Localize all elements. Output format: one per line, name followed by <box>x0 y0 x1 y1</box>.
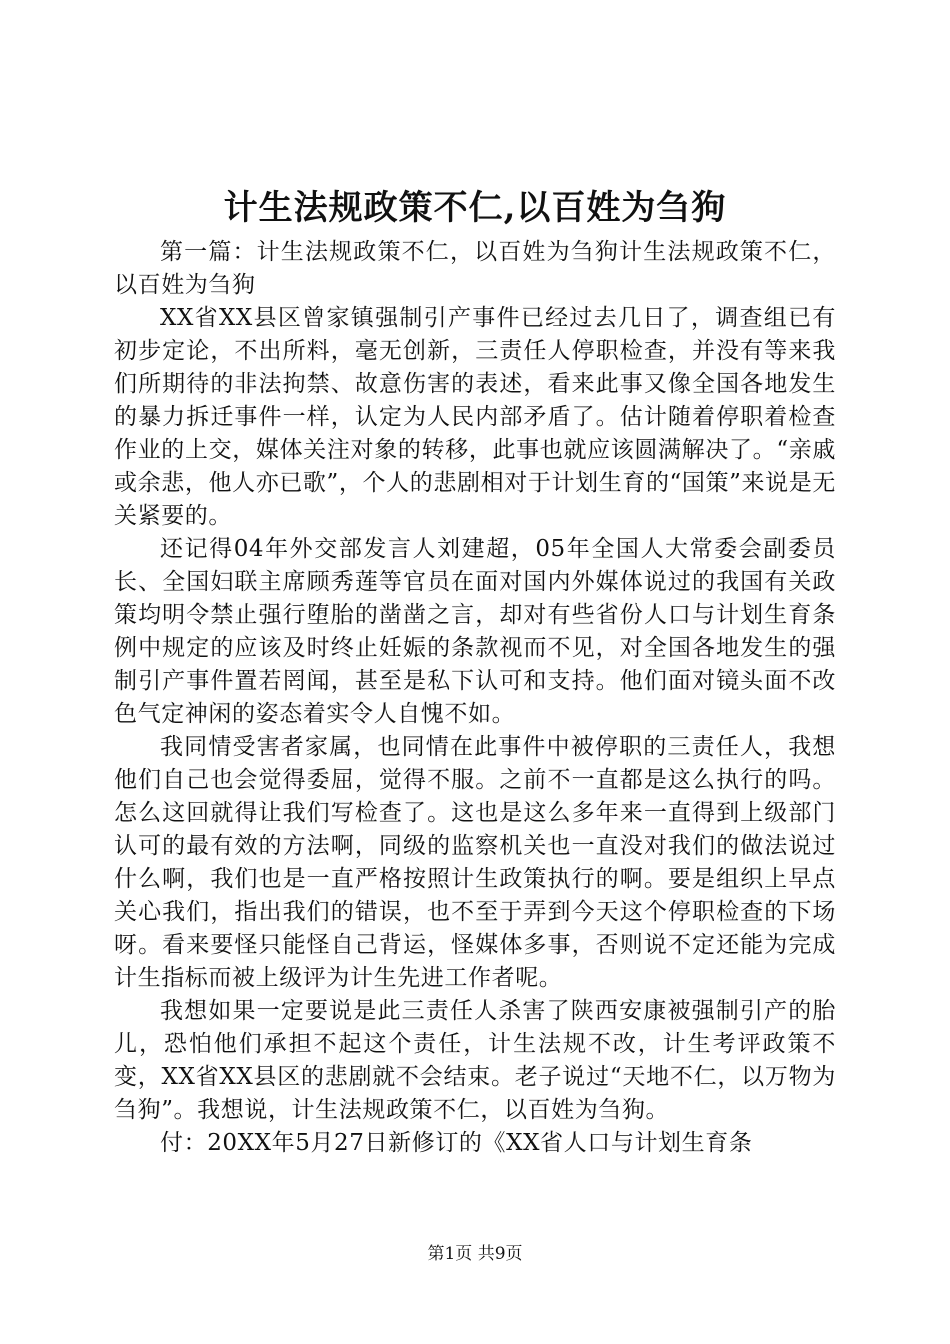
paragraph-5: 我想如果一定要说是此三责任人杀害了陕西安康被强制引产的胎儿，恐怕他们承担不起这个责任，计生法规不改，计生考评政策不变，XX省XX县区的悲剧就不会结束。老子说过“天地不仁，以万物为刍狗”。我想说，计生法规政策不仁，以百姓为刍狗。 <box>114 998 836 1123</box>
document-title: 计生法规政策不仁,以百姓为刍狗 <box>223 188 727 228</box>
paragraph-1: 第一篇：计生法规政策不仁，以百姓为刍狗计生法规政策不仁，以百姓为刍狗 <box>114 239 836 298</box>
paragraph-4: 我同情受害者家属，也同情在此事件中被停职的三责任人，我想他们自己也会觉得委屈，觉得不服。之前不一直都是这么执行的吗。怎么这回就得让我们写检查了。这也是这么多年来一直得到上级部门认可的最有效的方法啊，同级的监察机关也一直没对我们的做法说过什么啊，我们也是一直严格按照计生政策执行的啊。要是组织上早点关心我们，指出我们的错误，也不至于弄到今天这个停职检查的下场呀。看来要怪只能怪自己背运，怪媒体多事，否则说不定还能为完成计生指标而被上级评为计生先进工作者呢。 <box>114 734 836 991</box>
document-body <box>114 236 836 1160</box>
paragraph-2: XX省XX县区曾家镇强制引产事件已经过去几日了，调查组已有初步定论，不出所料，毫无创新，三责任人停职检查，并没有等来我们所期待的非法拘禁、故意伤害的表述，看来此事又像全国各地发生的暴力拆迁事件一样，认定为人民内部矛盾了。估计随着停职着检查作业的上交，媒体关注对象的转移，此事也就应该圆满解决了。“亲戚或余悲，他人亦已歌”，个人的悲剧相对于计划生育的“国策”来说是无关紧要的。 <box>114 305 836 529</box>
paragraph-6: 付：20XX年5月27日新修订的《XX省人口与计划生育条 <box>160 1130 753 1156</box>
paragraph-3: 还记得04年外交部发言人刘建超，05年全国人大常委会副委员长、全国妇联主席顾秀莲等官员在面对国内外媒体说过的我国有关政策均明令禁止强行堕胎的凿凿之言，却对有些省份人口与计划生育条例中规定的应该及时终止妊娠的条款视而不见，对全国各地发生的强制引产事件置若罔闻，甚至是私下认可和支持。他们面对镜头面不改色气定神闲的姿态着实令人自愧不如。 <box>114 536 836 727</box>
page-number-footer: 第1页 共9页 <box>427 1244 523 1264</box>
